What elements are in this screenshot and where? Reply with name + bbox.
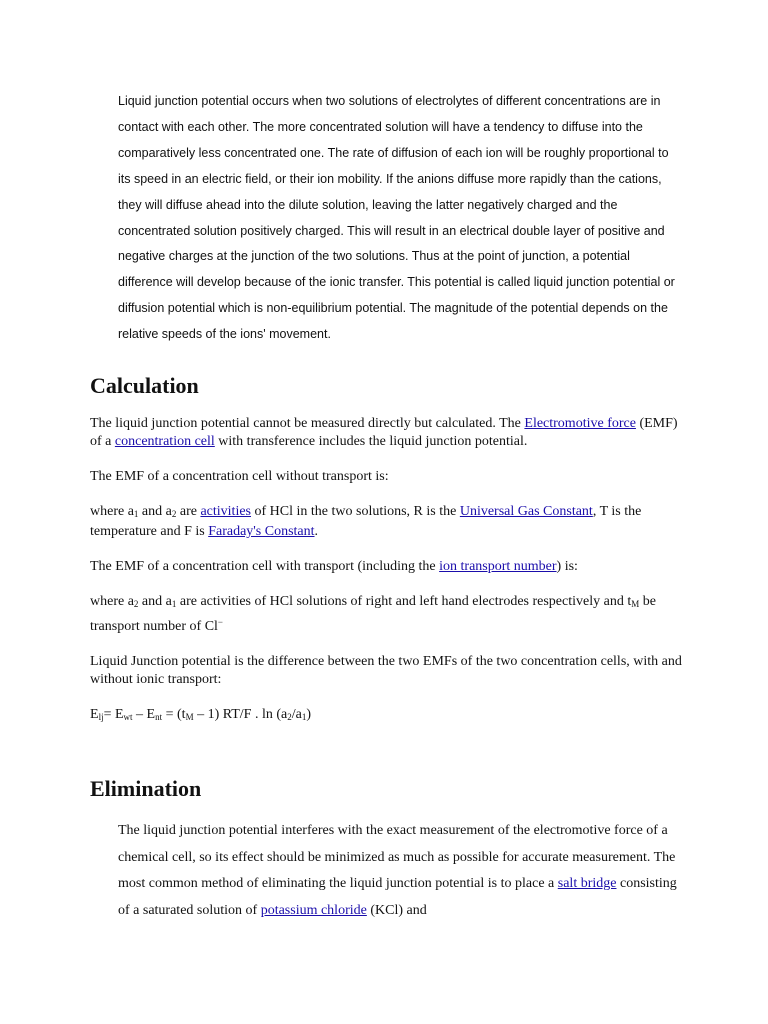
subscript: 1 [301,712,307,722]
electromotive-force-link[interactable]: Electromotive force [524,416,636,431]
text: E [90,707,99,722]
text: The liquid junction potential cannot be measured directly but calculated. The [90,416,525,431]
intro-section [118,89,683,348]
subscript: 2 [287,712,292,722]
text: ) is: [556,559,578,574]
text: – E [132,707,156,722]
activities-link[interactable]: activities [200,504,251,519]
calculation-heading: Calculation [90,373,199,398]
text: ) [306,707,312,722]
subscript: lj [98,712,104,722]
text: are [176,504,201,519]
text: The EMF of a concentration cell with transport (including the [90,559,440,574]
liquid-junction-formula [90,706,690,726]
ion-transport-number-link[interactable]: ion transport number [439,559,557,574]
calculation-paragraph-2: The EMF of a concentration cell without transport is: [90,469,389,484]
elimination-paragraph [118,818,678,924]
calculation-paragraph-6: Liquid Junction potential is the difference between the two EMFs of the two concentration cells, with and without ionic transport: [90,654,682,687]
elimination-section [118,818,678,924]
salt-bridge-link[interactable]: salt bridge [557,876,617,891]
superscript: − [217,617,223,627]
text: are activities of HCl solutions of right and left hand electrodes respectively and t [176,594,632,609]
subscript: 1 [133,509,139,519]
subscript: 2 [171,509,177,519]
text: /a [291,707,302,722]
text: – 1) RT/F . ln (a [193,707,288,722]
text: (KCl) and [366,902,427,918]
text: where a [90,504,134,519]
subscript: 1 [171,599,177,609]
text: consisting of a saturated solution of [118,876,677,918]
text: The liquid junction potential interferes with the exact measurement of the electromotive force of a chemical cell, so its effect should be minimized as much as possible for accurate measurement. The most common method of eliminating the liquid junction potential is to place a [118,823,676,891]
text: (EMF) of a [90,416,678,449]
potassium-chloride-link[interactable]: potassium chloride [260,902,367,918]
text: where a [90,594,134,609]
subscript: M [185,712,194,722]
calculation-section [90,415,690,743]
subscript: M [631,599,640,609]
calculation-paragraph-5 [90,593,690,636]
calculation-paragraph-4 [90,558,690,576]
elimination-heading: Elimination [90,776,202,801]
text: = E [103,707,124,722]
text: and a [138,594,172,609]
subscript: wt [123,712,133,722]
text: and a [138,504,172,519]
text: , T is the temperature and F is [90,504,642,539]
text: be transport number of Cl [90,594,656,634]
universal-gas-constant-link[interactable]: Universal Gas Constant [459,504,593,519]
concentration-cell-link[interactable]: concentration cell [114,434,215,449]
calculation-paragraph-3 [90,503,690,541]
calculation-paragraph-1 [90,415,690,451]
subscript: 2 [133,599,139,609]
text: with transference includes the liquid junction potential. [214,434,528,449]
text: . [314,524,319,539]
subscript: nt [155,712,163,722]
text: = (t [162,707,186,722]
faradays-constant-link[interactable]: Faraday's Constant [208,524,315,539]
intro-paragraph: Liquid junction potential occurs when two solutions of electrolytes of different concentrations are in contact with each other. The more concentrated solution will have a tendency to diffuse into the comparatively less concentrated one. The rate of diffusion of each ion will be roughly proportional to its speed in an electric field, or their ion mobility. If the anions diffuse more rapidly than the cations, they will diffuse ahead into the dilute solution, leaving the latter negatively charged and the concentrated solution positively charged. This will result in an electrical double layer of positive and negative charges at the junction of the two solutions. Thus at the point of junction, a potential difference will develop because of the ionic transfer. This potential is called liquid junction potential or diffusion potential which is non-equilibrium potential. The magnitude of the potential depends on the relative speeds of the ions' movement. [118,94,675,342]
text: of HCl in the two solutions, R is the [251,504,460,519]
